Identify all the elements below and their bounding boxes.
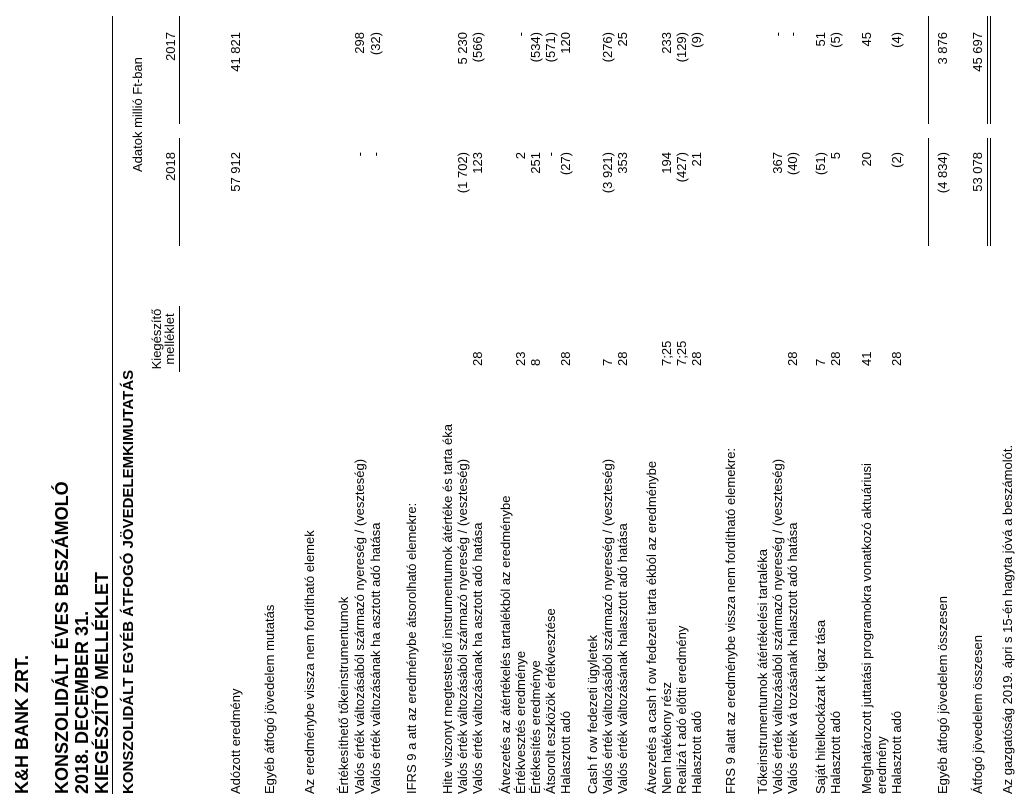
row-value-2018: - bbox=[543, 152, 558, 157]
row-value-2017: 3 876 bbox=[935, 32, 950, 65]
row-label: Valós érték változásából származó nyereség / (veszteség) bbox=[455, 458, 470, 794]
year-2017-header: 2017 bbox=[163, 32, 178, 61]
row-value-2017: 120 bbox=[558, 32, 573, 54]
row-note: 7;25 bbox=[674, 340, 689, 366]
row-value-2018: 53 078 bbox=[970, 152, 985, 192]
subtotal-rule-2017 bbox=[928, 16, 929, 124]
row-value-2017: (4) bbox=[889, 32, 904, 48]
row-value-2017: (534) bbox=[528, 32, 543, 63]
row-label: Átsorolt eszközök értékvesztése bbox=[543, 608, 558, 794]
row-note: 28 bbox=[470, 351, 485, 366]
row-label: Tőkeinstrumentumok átértékelési tartaléka bbox=[755, 549, 770, 794]
row-value-2017: (566) bbox=[470, 32, 485, 63]
row-value-2018: (40) bbox=[785, 152, 800, 176]
row-value-2017: (32) bbox=[368, 32, 383, 56]
year-2018-header: 2018 bbox=[163, 152, 178, 181]
row-label: Átvezetés az átértékelés tartalékból az eredménybe bbox=[498, 495, 513, 794]
row-note: 28 bbox=[558, 351, 573, 366]
row-value-2017: (9) bbox=[689, 32, 704, 48]
row-value-2017: (571) bbox=[543, 32, 558, 63]
row-note: 41 bbox=[859, 351, 874, 366]
row-label: eredmény bbox=[874, 736, 889, 794]
row-label: Értékesíthető tőkeinstrumentumok bbox=[336, 596, 351, 794]
row-label: Értékesítés eredménye bbox=[528, 660, 543, 794]
approval-footer: Az gazgatóság 2019. ápri s 15-én hagyta jóvá a beszámolót. bbox=[1000, 444, 1015, 794]
row-value-2018: 57 912 bbox=[228, 152, 243, 192]
row-label: Az eredménybe vissza nem fordítható elemek bbox=[302, 530, 317, 794]
row-label: IFRS 9 a att az eredménybe átsorolható elemekre: bbox=[404, 502, 419, 794]
row-label: Valós érték változásának ha asztott adó hatása bbox=[470, 522, 485, 794]
row-value-2018: 353 bbox=[615, 152, 630, 174]
statement-title: KONSZOLIDÁLT EGYÉB ÁTFOGÓ JÖVEDELEMKIMUTATÁS bbox=[120, 369, 137, 794]
row-label: Átvezetés a cash f ow fedezeti tarta ékból az eredménybe bbox=[644, 460, 659, 794]
header-rule bbox=[112, 16, 113, 794]
row-value-2018: (2) bbox=[889, 152, 904, 168]
row-value-2017: (5) bbox=[828, 32, 843, 48]
row-value-2017: (276) bbox=[600, 32, 615, 63]
row-value-2018: 20 bbox=[859, 152, 874, 167]
note-column-header: Kiegészítő melléklet bbox=[149, 308, 177, 370]
row-value-2018: 194 bbox=[659, 152, 674, 174]
row-label: Realizá t adó előtti eredmény bbox=[674, 625, 689, 794]
row-label: Halasztott adó bbox=[689, 710, 704, 794]
row-label: Halasztott adó bbox=[828, 710, 843, 794]
units-label: Adatok millió Ft-ban bbox=[130, 57, 145, 172]
row-label: Valós érték változásából származó nyereség / (veszteség) bbox=[770, 458, 785, 794]
note-header-rule bbox=[179, 306, 180, 372]
row-note: 28 bbox=[828, 351, 843, 366]
row-value-2017: 298 bbox=[352, 32, 367, 54]
row-label: Átfogó jövedelem összesen bbox=[970, 635, 985, 794]
report-date: 2018. DECEMBER 31. bbox=[72, 610, 92, 794]
row-label: Meghatározott juttatási programokra vonatkozó aktuáriusi bbox=[859, 463, 874, 794]
row-label: Valós érték változásának ha asztott adó hatása bbox=[368, 522, 383, 794]
row-label: Halasztott adó bbox=[558, 710, 573, 794]
total-rule-bottom-2017 bbox=[990, 16, 991, 124]
row-value-2018: (3 921) bbox=[600, 152, 615, 194]
row-note: 28 bbox=[689, 351, 704, 366]
row-value-2018: 367 bbox=[770, 152, 785, 174]
row-value-2018: 21 bbox=[689, 152, 704, 167]
row-note: 7 bbox=[600, 358, 615, 366]
year-2018-header-rule bbox=[179, 138, 180, 246]
total-rule-top-2018 bbox=[987, 138, 988, 246]
row-value-2018: 123 bbox=[470, 152, 485, 174]
row-value-2018: 2 bbox=[513, 152, 528, 160]
row-value-2018: (427) bbox=[674, 152, 689, 183]
row-label: Értékvesztés eredménye bbox=[513, 650, 528, 794]
row-value-2018: 5 bbox=[828, 152, 843, 160]
subtotal-rule-2018 bbox=[928, 138, 929, 246]
row-value-2018: (4 834) bbox=[935, 152, 950, 194]
total-rule-top-2017 bbox=[987, 16, 988, 124]
row-value-2017: 25 bbox=[615, 32, 630, 47]
row-value-2017: - bbox=[513, 32, 528, 37]
row-value-2017: 41 821 bbox=[228, 32, 243, 72]
row-label: Saját hitelkockázat k igaz tása bbox=[813, 619, 828, 794]
row-label: Nem hatékony rész bbox=[659, 682, 674, 794]
row-value-2018: 251 bbox=[528, 152, 543, 174]
row-note: 23 bbox=[513, 351, 528, 366]
row-label: Valós érték változásából származó nyereség / (veszteség) bbox=[600, 458, 615, 794]
row-value-2017: (129) bbox=[674, 32, 689, 63]
row-label: Adózott eredmény bbox=[228, 688, 243, 794]
row-value-2017: - bbox=[785, 32, 800, 37]
row-label: Valós érték vá tozásának halasztott adó hatása bbox=[785, 522, 800, 794]
row-note: 28 bbox=[785, 351, 800, 366]
row-label: Valós érték változásából származó nyereség / (veszteség) bbox=[352, 458, 367, 794]
row-value-2018: - bbox=[368, 152, 383, 157]
year-2017-header-rule bbox=[179, 16, 180, 124]
row-note: 28 bbox=[615, 351, 630, 366]
row-value-2018: - bbox=[352, 152, 367, 157]
row-label: Hite viszonyt megtestesítő instrumentumok átértéke és tarta éka bbox=[440, 424, 455, 794]
row-value-2017: 51 bbox=[813, 32, 828, 47]
row-label: Egyéb átfogó jövedelem összesen bbox=[935, 595, 950, 794]
row-value-2017: - bbox=[770, 32, 785, 37]
row-label: Valós érték változásának halasztott adó hatása bbox=[615, 523, 630, 794]
row-label: Egyéb átfogó jövedelem mutatás bbox=[262, 604, 277, 794]
row-value-2017: 45 bbox=[859, 32, 874, 47]
row-value-2017: 45 697 bbox=[970, 32, 985, 72]
row-label: Cash f ow fedezeti ügyletek bbox=[585, 635, 600, 794]
row-note: 8 bbox=[528, 358, 543, 366]
row-note: 28 bbox=[889, 351, 904, 366]
row-value-2018: (27) bbox=[558, 152, 573, 176]
row-value-2017: 233 bbox=[659, 32, 674, 54]
row-note: 7 bbox=[813, 358, 828, 366]
row-value-2018: (1 702) bbox=[455, 152, 470, 194]
row-note: 7;25 bbox=[659, 340, 674, 366]
total-rule-bottom-2018 bbox=[990, 138, 991, 246]
report-title: KONSZOLIDÁLT ÉVES BESZÁMOLÓ bbox=[52, 481, 72, 794]
section-title: KIEGÉSZÍTŐ MELLÉKLET bbox=[92, 571, 112, 794]
row-value-2018: (51) bbox=[813, 152, 828, 176]
company-name: K&H BANK ZRT. bbox=[12, 655, 32, 794]
row-value-2017: 5 230 bbox=[455, 32, 470, 65]
row-label: FRS 9 alatt az eredménybe vissza nem fordítható elemekre: bbox=[723, 447, 738, 794]
row-label: Halasztott adó bbox=[889, 710, 904, 794]
